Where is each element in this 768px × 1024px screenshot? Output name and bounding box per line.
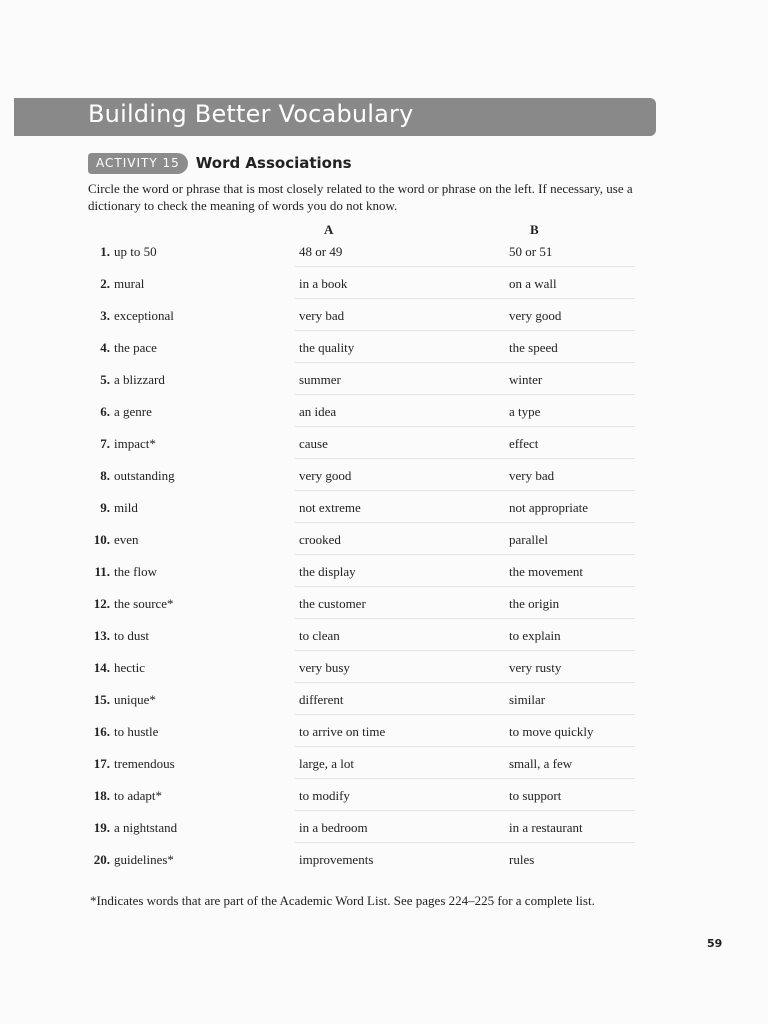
list-item (88, 596, 648, 628)
item-number: 2. (100, 276, 110, 291)
list-item (88, 660, 648, 692)
list-item (88, 244, 648, 276)
row-divider (295, 618, 635, 619)
row-divider (295, 490, 635, 491)
row-divider (295, 266, 635, 267)
item-term: unique* (114, 692, 156, 707)
list-item (88, 564, 648, 596)
list-item (88, 820, 648, 852)
option-a[interactable]: very busy (299, 660, 350, 675)
row-divider (295, 458, 635, 459)
item-number: 1. (100, 244, 110, 259)
section-title: Building Better Vocabulary (88, 100, 414, 128)
option-b[interactable]: the speed (509, 340, 558, 355)
item-term: the flow (114, 564, 157, 579)
list-item (88, 500, 648, 532)
activity-badge: ACTIVITY 15 (88, 153, 188, 174)
item-number: 11. (94, 564, 110, 579)
item-number: 17. (93, 756, 110, 771)
footnote: *Indicates words that are part of the Academic Word List. See pages 224–225 for a complete list. (90, 893, 595, 908)
row-divider (295, 554, 635, 555)
item-term: to dust (114, 628, 150, 643)
item-term: up to 50 (114, 244, 157, 259)
activity-title: Word Associations (195, 154, 352, 172)
item-number: 19. (93, 820, 110, 835)
item-term: to adapt* (114, 788, 163, 803)
option-a[interactable]: the customer (299, 596, 366, 611)
option-b[interactable]: similar (509, 692, 546, 707)
option-a[interactable]: 48 or 49 (299, 244, 343, 259)
instructions: Circle the word or phrase that is most closely related to the word or phrase on the left. If necessary, use a dictionary to check the meaning of words you do not know. (88, 181, 633, 213)
item-term: the source* (114, 596, 174, 611)
option-a[interactable]: summer (299, 372, 341, 387)
option-b[interactable]: to move quickly (509, 724, 594, 739)
item-number: 16. (93, 724, 110, 739)
option-b[interactable]: to explain (509, 628, 561, 643)
option-b[interactable]: winter (509, 372, 543, 387)
option-b[interactable]: very bad (509, 468, 555, 483)
page-number: 59 (707, 937, 723, 950)
list-item (88, 276, 648, 308)
option-b[interactable]: on a wall (509, 276, 557, 291)
item-number: 5. (100, 372, 110, 387)
list-item (88, 372, 648, 404)
item-term: impact* (114, 436, 156, 451)
row-divider (295, 714, 635, 715)
option-a[interactable]: improvements (299, 852, 374, 867)
option-b[interactable]: small, a few (509, 756, 573, 771)
row-divider (295, 746, 635, 747)
list-item (88, 628, 648, 660)
option-b[interactable]: parallel (509, 532, 548, 547)
item-term: mural (114, 276, 145, 291)
row-divider (295, 810, 635, 811)
item-term: to hustle (114, 724, 159, 739)
list-item (88, 468, 648, 500)
option-a[interactable]: not extreme (299, 500, 361, 515)
item-term: a nightstand (114, 820, 178, 835)
option-a[interactable]: very bad (299, 308, 345, 323)
row-divider (295, 298, 635, 299)
option-a[interactable]: an idea (299, 404, 337, 419)
item-number: 9. (100, 500, 110, 515)
item-number: 10. (93, 532, 110, 547)
item-number: 7. (100, 436, 110, 451)
row-divider (295, 650, 635, 651)
item-term: hectic (114, 660, 146, 675)
row-divider (295, 330, 635, 331)
activity-header (88, 152, 352, 174)
item-term: guidelines* (114, 852, 174, 867)
item-number: 12. (93, 596, 110, 611)
list-item (88, 692, 648, 724)
option-a[interactable]: the quality (299, 340, 355, 355)
list-item (88, 340, 648, 372)
row-divider (295, 362, 635, 363)
option-b[interactable]: the origin (509, 596, 560, 611)
option-b[interactable]: 50 or 51 (509, 244, 553, 259)
column-a-header: A (324, 222, 334, 237)
option-a[interactable]: to arrive on time (299, 724, 386, 739)
item-term: a blizzard (114, 372, 165, 387)
item-number: 14. (93, 660, 110, 675)
item-number: 6. (100, 404, 110, 419)
row-divider (295, 394, 635, 395)
option-a[interactable]: the display (299, 564, 356, 579)
list-item (88, 404, 648, 436)
option-a[interactable]: to modify (299, 788, 350, 803)
item-term: even (114, 532, 139, 547)
option-b[interactable]: not appropriate (509, 500, 589, 515)
row-divider (295, 522, 635, 523)
item-number: 4. (100, 340, 110, 355)
list-item (88, 756, 648, 788)
item-term: a genre (114, 404, 152, 419)
item-number: 13. (93, 628, 110, 643)
list-item (88, 532, 648, 564)
option-a[interactable]: in a book (299, 276, 348, 291)
option-a[interactable]: large, a lot (299, 756, 354, 771)
item-number: 15. (93, 692, 110, 707)
option-b[interactable]: effect (509, 436, 539, 451)
item-number: 8. (100, 468, 110, 483)
item-term: tremendous (114, 756, 175, 771)
list-item (88, 724, 648, 756)
row-divider (295, 426, 635, 427)
item-term: exceptional (114, 308, 174, 323)
option-a[interactable]: cause (299, 436, 328, 451)
option-b[interactable]: the movement (509, 564, 584, 579)
item-term: the pace (114, 340, 157, 355)
section-banner (14, 98, 656, 136)
item-number: 18. (93, 788, 110, 803)
option-a[interactable]: different (299, 692, 344, 707)
option-b[interactable]: very good (509, 308, 562, 323)
row-divider (295, 778, 635, 779)
option-b[interactable]: in a restaurant (509, 820, 583, 835)
list-item (88, 788, 648, 820)
option-a[interactable]: in a bedroom (299, 820, 368, 835)
option-b[interactable]: a type (509, 404, 541, 419)
item-number: 20. (93, 852, 110, 867)
option-b[interactable]: to support (509, 788, 562, 803)
item-term: outstanding (114, 468, 175, 483)
row-divider (295, 842, 635, 843)
list-item (88, 308, 648, 340)
list-item (88, 436, 648, 468)
option-b[interactable]: rules (509, 852, 535, 867)
item-term: mild (114, 500, 138, 515)
column-b-header: B (530, 222, 539, 237)
row-divider (295, 682, 635, 683)
option-b[interactable]: very rusty (509, 660, 562, 675)
item-number: 3. (100, 308, 110, 323)
option-a[interactable]: very good (299, 468, 352, 483)
list-item (88, 852, 648, 884)
option-a[interactable]: crooked (299, 532, 341, 547)
row-divider (295, 586, 635, 587)
option-a[interactable]: to clean (299, 628, 340, 643)
